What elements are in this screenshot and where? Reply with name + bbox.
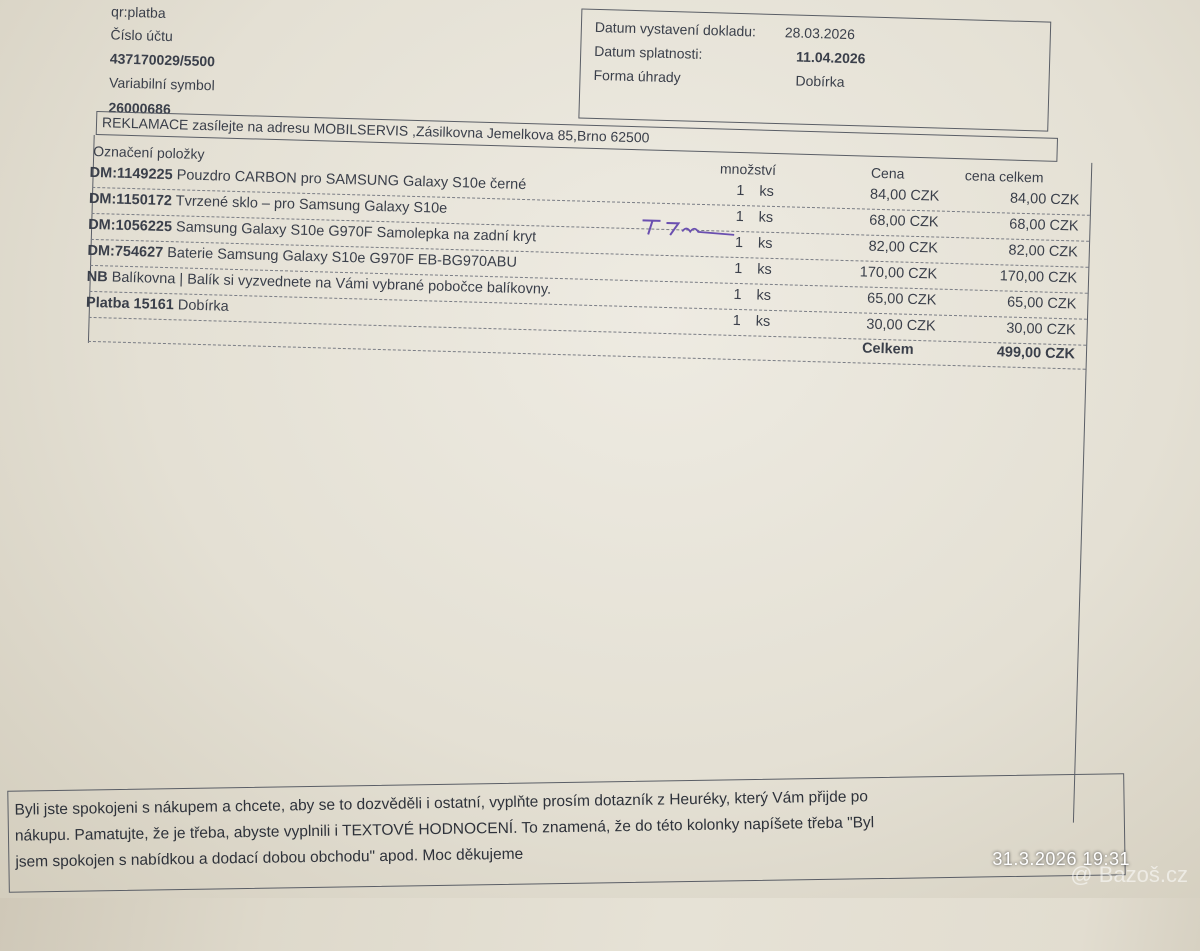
sum-divider <box>88 341 1086 370</box>
item-desc: Baterie Samsung Galaxy S10e G970F EB-BG970ABU <box>167 245 518 271</box>
item-price: 30,00 CZK <box>866 316 936 335</box>
account-value: 437170029/5500 <box>109 50 216 70</box>
review-notice-line3: jsem spokojen s nabídkou a dodací dobou obchodu" apod. Moc děkujeme <box>15 845 524 871</box>
item-qty: 1 <box>734 234 744 252</box>
review-notice-box <box>7 773 1125 893</box>
item-code: DM:1149225 <box>89 164 173 184</box>
item-price: 84,00 CZK <box>869 186 940 205</box>
item-qty: 1 <box>735 208 744 226</box>
item-unit: ks <box>757 235 773 252</box>
item-price: 82,00 CZK <box>868 238 939 257</box>
variable-symbol-label: Variabilní symbol <box>108 74 215 94</box>
item-unit: ks <box>756 261 772 278</box>
item-unit: ks <box>758 209 774 226</box>
item-price: 170,00 CZK <box>859 264 938 283</box>
header-price: Cena <box>870 164 905 182</box>
item-desc: Samsung Galaxy S10e G970F Samolepka na zadní kryt <box>175 219 537 246</box>
item-unit: ks <box>755 313 771 330</box>
variable-symbol-value: 26000686 <box>108 99 171 118</box>
item-price: 68,00 CZK <box>869 212 939 231</box>
item-unit: ks <box>756 287 772 304</box>
item-qty: 1 <box>734 260 743 278</box>
item-total: 65,00 CZK <box>1006 294 1077 313</box>
item-desc: Tvrzené sklo – pro Samsung Galaxy S10e <box>175 193 448 217</box>
sum-value: 499,00 CZK <box>996 344 1076 363</box>
item-desc: Dobírka <box>177 297 229 315</box>
item-total: 84,00 CZK <box>1009 190 1080 209</box>
item-total: 170,00 CZK <box>999 268 1078 287</box>
item-total: 68,00 CZK <box>1009 216 1079 235</box>
item-desc: Balíkovna | Balík si vyzvednete na Vámi vybrané pobočce balíkovny. <box>111 269 552 298</box>
photo-timestamp: 31.3.2026 19:31 <box>992 849 1130 869</box>
qr-payment-label: qr:platba <box>110 3 166 21</box>
sum-label: Celkem <box>861 340 914 358</box>
item-total: 82,00 CZK <box>1008 242 1079 261</box>
item-code: NB <box>86 268 108 286</box>
review-notice-line1: Byli jste spokojeni s nákupem a chcete, aby se to dozvěděli i ostatní, vyplňte prosím dotazník z Heuréky, který Vám přijde po <box>14 788 869 819</box>
issue-date-value: 28.03.2026 <box>784 24 856 43</box>
item-qty: 1 <box>732 312 742 330</box>
header-item: Označení položky <box>93 142 205 163</box>
item-code: DM:1056225 <box>87 216 173 236</box>
site-watermark: @ Bazoš.cz <box>1070 862 1188 887</box>
item-unit: ks <box>759 183 775 200</box>
claims-note: REKLAMACE zasílejte na adresu MOBILSERVIS ,Zásilkovna Jemelkova 85,Brno 62500 <box>101 114 650 146</box>
header-total: cena celkem <box>964 167 1044 186</box>
item-qty: 1 <box>733 286 742 304</box>
item-desc: Pouzdro CARBON pro SAMSUNG Galaxy S10e černé <box>176 167 527 194</box>
due-date-label: Datum splatnosti: <box>594 42 703 62</box>
review-notice-line2: nákupu. Pamatujte, že je třeba, abyste vyplnili i TEXTOVÉ HODNOCENÍ. To znamená, že do této kolonky napíšete třeba "Byl <box>14 814 875 845</box>
issue-date-label: Datum vystavení dokladu: <box>594 18 757 40</box>
account-label: Číslo účtu <box>110 26 173 45</box>
header-qty: množství <box>719 160 777 179</box>
item-price: 65,00 CZK <box>866 290 937 309</box>
item-total: 30,00 CZK <box>1006 320 1076 339</box>
pen-scribble-icon <box>638 214 739 241</box>
item-code: DM:1150172 <box>88 190 173 210</box>
item-code: Platba 15161 <box>85 294 175 314</box>
item-code: DM:754627 <box>87 242 164 261</box>
due-date-value: 11.04.2026 <box>795 48 866 67</box>
payment-method-value: Dobírka <box>795 72 845 90</box>
item-qty: 1 <box>736 182 745 200</box>
payment-method-label: Forma úhrady <box>593 66 681 86</box>
